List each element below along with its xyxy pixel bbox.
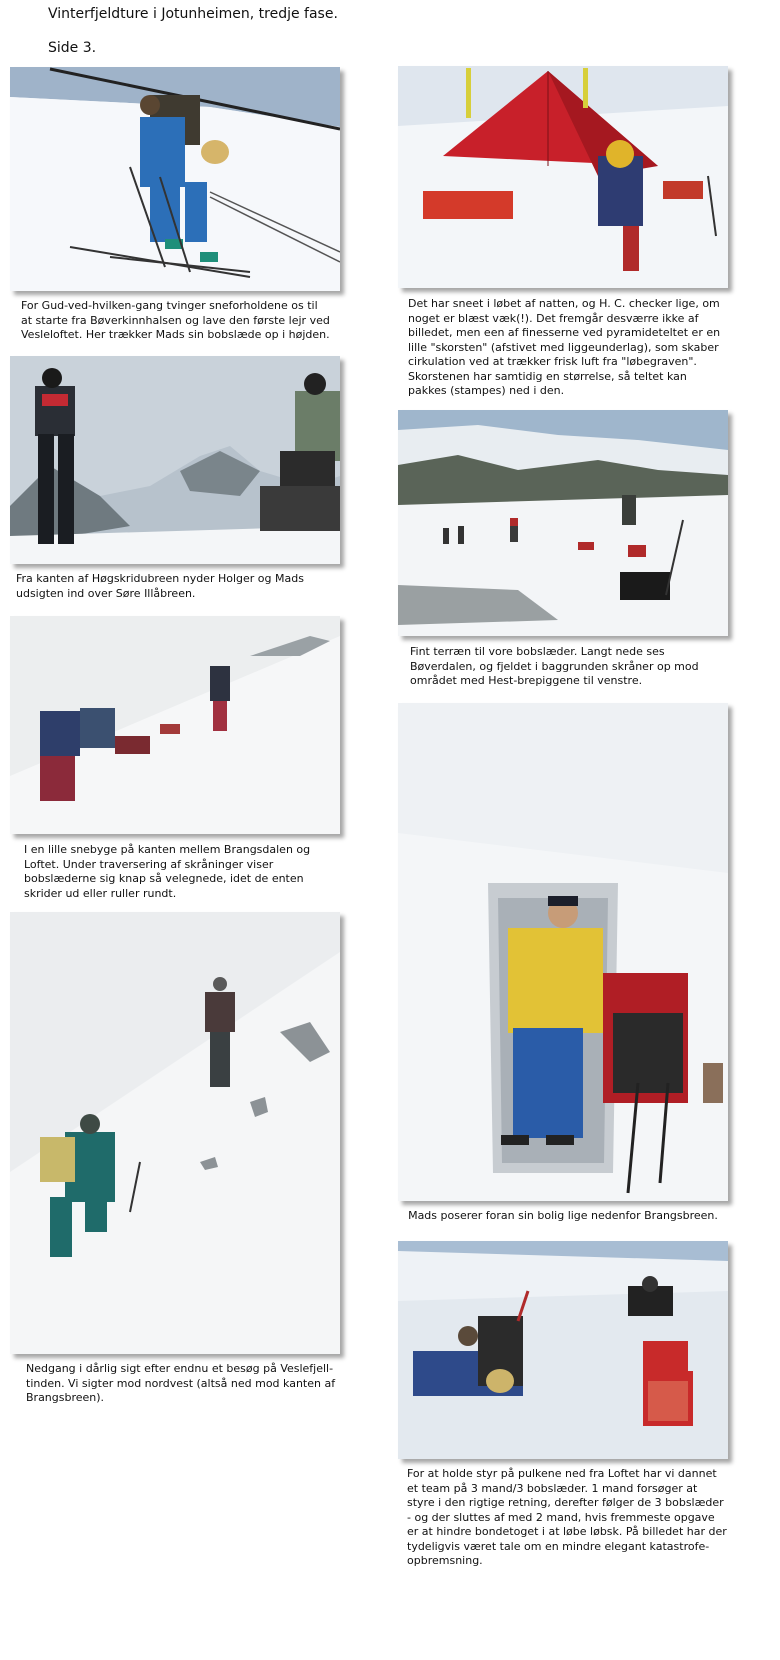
- caption-glacier-view: Fra kanten af Høgskridubreen nyder Holger og Mads udsigten ind over Søre Illåbreen.: [16, 572, 304, 600]
- caption-poor-visibility-descent: Nedgang i dårlig sigt efter endnu et besøg på Veslefjell-tinden. Vi sigter mod nordvest (altså ned mod kanten af Brangsbreen).: [26, 1362, 336, 1404]
- caption-pyramid-tent: Det har sneet i løbet af natten, og H. C. checker lige, om noget er blæst væk(!). Det fremgår desværre ikke af billedet, men een af finesserne ved pyramideteltet er en lille "skorsten" (afstivet med liggeunderlag), som skaber cirkulation ved at trækker frisk luft fra "løbegraven". Skorstenen har samtidig en størrelse, så teltet kan pakkes (stampes) ned i den.: [408, 297, 721, 397]
- photo-poor-visibility-descent: [10, 912, 340, 1354]
- caption-snow-cave: Mads poserer foran sin bolig lige nedenfor Brangsbreen.: [408, 1209, 718, 1222]
- caption-sled-team: For at holde styr på pulkene ned fra Loftet har vi dannet et team på 3 mand/3 bobslæder. 1 mand forsøger at styre i den rigtige retning, derefter følger de 3 bobslæder - og der sluttes af med 2 mand, hvis fremmeste opgave er at hindre bondetoget i at løbe løbsk. På billedet har der tydeligvis været tale om en mindre elegant katastrofe-opbremsning.: [407, 1467, 727, 1567]
- page-number: Side 3.: [48, 40, 97, 56]
- caption-snow-squall: I en lille snebyge på kanten mellem Brangsdalen og Loftet. Under traversering af skråninger viser bobslæderne sig knap så velegnede, idet de enten skrider ud eller ruller rundt.: [24, 843, 311, 900]
- photo-glacier-view: [10, 356, 340, 564]
- photo-snow-cave: [398, 703, 728, 1201]
- caption-sled-terrain: Fint terræn til vore bobslæder. Langt nede ses Bøverdalen, og fjeldet i baggrunden skråner op mod området med Hest-brepiggene til venstre.: [410, 645, 699, 687]
- photo-skier-climbing: [10, 67, 340, 291]
- photo-pyramid-tent: [398, 66, 728, 288]
- photo-sled-terrain: [398, 410, 728, 636]
- photo-snow-squall: [10, 616, 340, 834]
- page-title: Vinterfjeldture i Jotunheimen, tredje fase.: [48, 6, 338, 22]
- caption-skier-climbing: For Gud-ved-hvilken-gang tvinger sneforholdene os til at starte fra Bøverkinnhalsen og lave den første lejr ved Vesleloftet. Her trækker Mads sin bobslæde op i højden.: [21, 299, 330, 341]
- photo-sled-team: [398, 1241, 728, 1459]
